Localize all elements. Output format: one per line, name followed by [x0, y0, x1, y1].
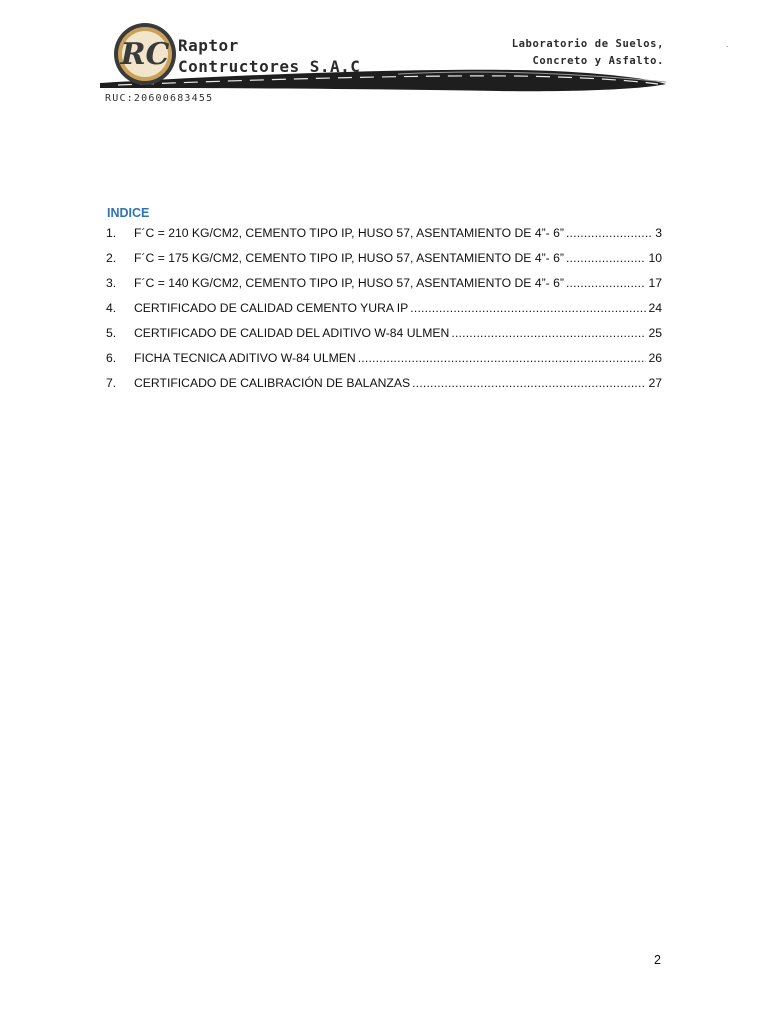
company-name	[178, 35, 360, 77]
toc-dot-leader	[410, 301, 646, 315]
toc-entry-number: 4.	[106, 301, 117, 315]
toc-entry[interactable]	[106, 301, 662, 326]
toc-entry-page: 24	[648, 301, 662, 315]
company-name-line1: Raptor	[178, 36, 239, 55]
toc-dot-leader	[412, 376, 646, 390]
page-number: 2	[654, 953, 661, 967]
toc-entry-text: F´C = 175 KG/CM2, CEMENTO TIPO IP, HUSO 57, ASENTAMIENTO DE 4”- 6”	[134, 251, 564, 265]
table-of-contents	[106, 226, 662, 401]
ruc-number: RUC:20600683455	[105, 93, 214, 104]
toc-entry[interactable]	[106, 376, 662, 401]
company-name-line2: Contructores S.A.C	[178, 57, 361, 76]
toc-dot-leader	[451, 326, 646, 340]
toc-entry-page: 27	[648, 376, 662, 390]
lab-description-line2: Concreto y Asfalto.	[532, 55, 664, 67]
toc-entry-page: 26	[648, 351, 662, 365]
toc-entry-number: 3.	[106, 276, 117, 290]
toc-dot-leader	[358, 351, 647, 365]
toc-entry[interactable]	[106, 226, 662, 251]
toc-entry-page: 10	[648, 251, 662, 265]
toc-dot-leader	[566, 226, 653, 240]
toc-entry-number: 7.	[106, 376, 117, 390]
toc-entry-page: 25	[648, 326, 662, 340]
toc-entry[interactable]	[106, 326, 662, 351]
lab-description	[512, 36, 664, 70]
toc-entry-number: 1.	[106, 226, 117, 240]
toc-entry-page: 17	[648, 276, 662, 290]
toc-dot-leader	[566, 276, 646, 290]
corner-mark: .	[726, 40, 729, 49]
toc-entry-text: CERTIFICADO DE CALIDAD CEMENTO YURA IP	[134, 301, 409, 315]
lab-description-line1: Laboratorio de Suelos,	[511, 38, 664, 50]
toc-entry[interactable]	[106, 351, 662, 376]
toc-entry[interactable]	[106, 276, 662, 301]
document-header	[0, 0, 768, 110]
logo-monogram: RC	[120, 37, 170, 72]
toc-title: INDICE	[107, 206, 150, 220]
toc-entry[interactable]	[106, 251, 662, 276]
toc-entry-number: 5.	[106, 326, 117, 340]
toc-entry-text: F´C = 210 KG/CM2, CEMENTO TIPO IP, HUSO 57, ASENTAMIENTO DE 4”- 6”	[134, 226, 564, 240]
toc-entry-text: FICHA TECNICA ADITIVO W-84 ULMEN	[134, 351, 356, 365]
toc-entry-page: 3	[655, 226, 662, 240]
toc-entry-text: CERTIFICADO DE CALIDAD DEL ADITIVO W-84 ULMEN	[134, 326, 450, 340]
toc-entry-number: 2.	[106, 251, 117, 265]
toc-entry-number: 6.	[106, 351, 117, 365]
toc-dot-leader	[566, 251, 646, 265]
toc-entry-text: CERTIFICADO DE CALIBRACIÓN DE BALANZAS	[134, 376, 411, 390]
toc-entry-text: F´C = 140 KG/CM2, CEMENTO TIPO IP, HUSO 57, ASENTAMIENTO DE 4”- 6”	[134, 276, 564, 290]
